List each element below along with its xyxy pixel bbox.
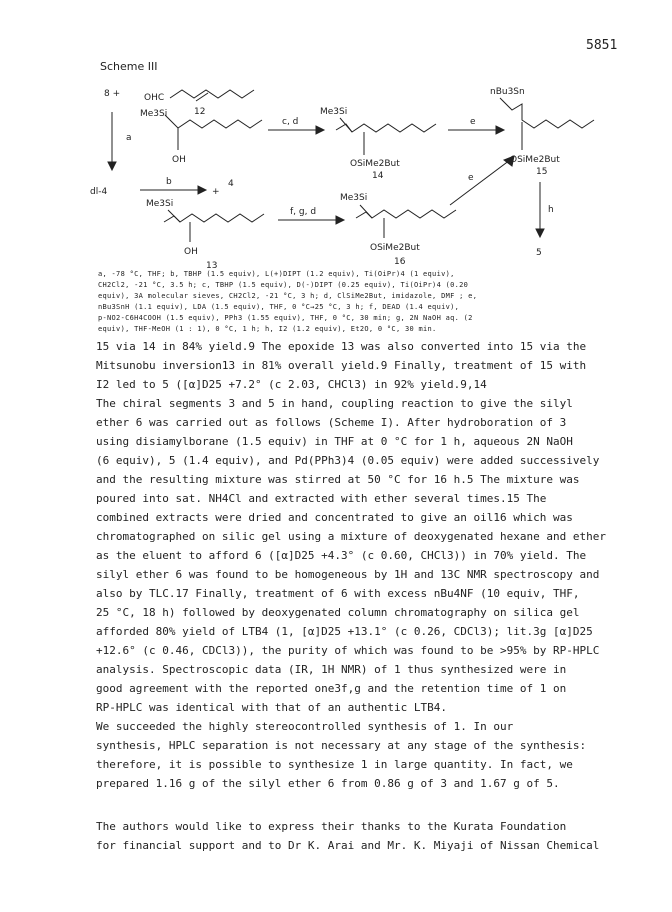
aldehyde-chain: [170, 90, 254, 98]
plus-sign: +: [212, 187, 220, 197]
compound-12-label: 12: [194, 107, 206, 117]
scheme-footnote-line: equiv), THF-MeOH (1 : 1), 0 °C, 1 h; h, I2 (1.2 equiv), Et2O, 0 °C, 30 min.: [98, 325, 437, 333]
body-line: chromatographed on silic gel using a mixture of deoxygenated hexane and ether: [96, 530, 606, 543]
body-line: analysis. Spectroscopic data (IR, 1H NMR) of 1 thus synthesized were in: [96, 663, 567, 676]
epoxide-14-chain: [340, 118, 436, 132]
silyl-label-3: Me3Si: [146, 199, 174, 209]
body-line: poured into sat. NH4Cl and extracted with ether several times.15 The: [96, 492, 547, 505]
body-line: The chiral segments 3 and 5 in hand, coupling reaction to give the silyl: [96, 397, 573, 410]
step-e-diagonal-label: e: [468, 173, 474, 183]
step-cd-label: c, d: [282, 117, 299, 127]
step-fgd-label: f, g, d: [290, 207, 317, 217]
scheme-footnote-line: p-NO2-C6H4COOH (1.5 equiv), PPh3 (1.55 equiv), THF, 0 °C, 30 min; g, 2N NaOH aq. (2: [98, 314, 473, 322]
body-line: and the resulting mixture was stirred at 50 °C for 16 h.5 The mixture was: [96, 473, 580, 486]
body-line: as the eluent to afford 6 ([α]D25 +4.3° (c 0.60, CHCl3)) in 70% yield. The: [96, 549, 587, 562]
stannyl-label: nBu3Sn: [490, 87, 525, 97]
body-line: +12.6° (c 0.46, CDCl3)), the purity of which was found to be >95% by RP-HPLC: [96, 644, 600, 657]
stannane-15-chain: [500, 98, 594, 128]
body-line: silyl ether 6 was found to be homogeneous by 1H and 13C NMR spectroscopy and: [96, 568, 600, 581]
body-line: combined extracts were dried and concentrated to give an oil16 which was: [96, 511, 573, 524]
hydroxyl-label-1: OH: [172, 155, 186, 165]
scheme-footnote-line: equiv), 3A molecular sieves, CH2Cl2, -21 °C, 3 h; d, ClSiMe2But, imidazole, DMF ; e,: [98, 292, 478, 300]
body-line: also by TLC.17 Finally, treatment of 6 with excess nBu4NF (10 equiv, THF,: [96, 587, 580, 600]
epoxide-16-chain: [360, 205, 456, 218]
compound-13-label: 13: [206, 261, 218, 271]
silyl-label-1: Me3Si: [140, 109, 168, 119]
body-line: afforded 80% yield of LTB4 (1, [α]D25 +13.1° (c 0.26, CDCl3); lit.3g [α]D25: [96, 625, 593, 638]
step-a-label: a: [126, 133, 132, 143]
page-number: 5851: [586, 38, 618, 53]
body-line: ether 6 was carried out as follows (Scheme I). After hydroboration of 3: [96, 416, 567, 429]
silyl-label-2: Me3Si: [320, 107, 348, 117]
compound-5-label: 5: [536, 248, 542, 258]
body-line: I2 led to 5 ([α]D25 +7.2° (c 2.03, CHCl3) in 92% yield.9,14: [96, 378, 487, 391]
body-line: 25 °C, 18 h) followed by deoxygenated column chromatography on silica gel: [96, 606, 580, 619]
step-e-top-label: e: [470, 117, 476, 127]
epoxide-13-chain: [168, 210, 264, 222]
body-line: for financial support and to Dr K. Arai and Mr. K. Miyaji of Nissan Chemical: [96, 839, 600, 852]
silyl-ether-label-1: OSiMe2But: [350, 159, 400, 169]
body-line: We succeeded the highly stereocontrolled synthesis of 1. In our: [96, 720, 514, 733]
body-line: therefore, it is possible to synthesize 1 in large quantity. In fact, we: [96, 758, 573, 771]
silyl-ether-label-2: OSiMe2But: [510, 155, 560, 165]
alcohol-chain-top: [165, 115, 262, 128]
scheme-footnote-line: CH2Cl2, -21 °C, 3.5 h; c, TBHP (1.5 equiv), D(-)DIPT (0.25 equiv), Ti(OiPr)4 (0.20: [98, 281, 469, 289]
compound-4-label: 4: [228, 179, 234, 189]
hydroxyl-label-2: OH: [184, 247, 198, 257]
step-b-label: b: [166, 177, 172, 187]
compound-15-label: 15: [536, 167, 548, 177]
aldehyde-label: OHC: [144, 93, 165, 103]
body-line: Mitsunobu inversion13 in 81% overall yield.9 Finally, treatment of 15 with: [96, 359, 587, 372]
scheme-title: Scheme III: [100, 60, 158, 73]
body-line: RP-HPLC was identical with that of an authentic LTB4.: [96, 701, 447, 714]
arrow-e-diagonal: [450, 160, 510, 205]
compound-16-label: 16: [394, 257, 406, 267]
start-material-label: 8 +: [104, 89, 121, 99]
scheme-footnote-line: nBu3SnH (1.1 equiv), LDA (1.5 equiv), THF, 0 °C→25 °C, 3 h; f, DEAD (1.4 equiv),: [98, 303, 460, 311]
silyl-ether-label-3: OSiMe2But: [370, 243, 420, 253]
step-h-label: h: [548, 205, 554, 215]
body-line: good agreement with the reported one3f,g and the retention time of 1 on: [96, 682, 567, 695]
compound-14-label: 14: [372, 171, 384, 181]
body-line: prepared 1.16 g of the silyl ether 6 from 0.86 g of 3 and 1.67 g of 5.: [96, 777, 560, 790]
racemate-label: dl-4: [90, 187, 108, 197]
body-line: 15 via 14 in 84% yield.9 The epoxide 13 was also converted into 15 via the: [96, 340, 587, 353]
body-line: (6 equiv), 5 (1.4 equiv), and Pd(PPh3)4 (0.05 equiv) were added successively: [96, 454, 600, 467]
body-line: using disiamylborane (1.5 equiv) in THF at 0 °C for 1 h, aqueous 2N NaOH: [96, 435, 573, 448]
scheme-footnote-line: a, -78 °C, THF; b, TBHP (1.5 equiv), L(+)DIPT (1.2 equiv), Ti(OiPr)4 (1 equiv),: [98, 270, 455, 278]
silyl-label-4: Me3Si: [340, 193, 368, 203]
body-line: synthesis, HPLC separation is not necessary at any stage of the synthesis:: [96, 739, 587, 752]
body-line: The authors would like to express their thanks to the Kurata Foundation: [96, 820, 567, 833]
